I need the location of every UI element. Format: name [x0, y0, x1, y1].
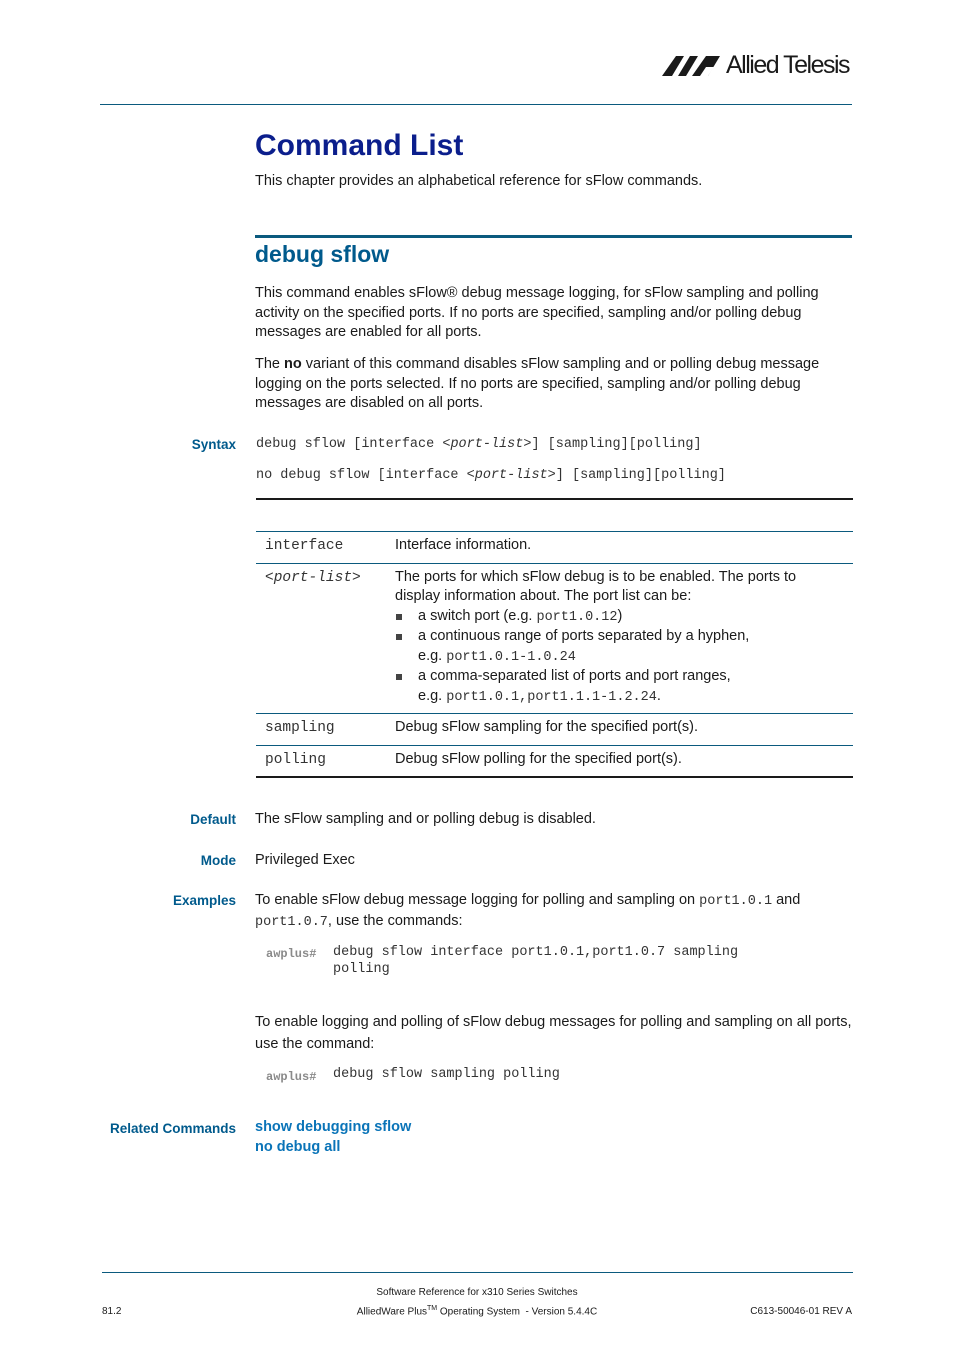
examples-intro-2: To enable logging and polling of sFlow debug messages for polling and sampling on all ports, use the command:	[255, 1014, 852, 1052]
param-term: <port-list>	[256, 563, 379, 714]
param-definition: Debug sFlow sampling for the specified port(s).	[379, 714, 853, 746]
syntax-label: Syntax	[191, 437, 236, 452]
list-item: a comma-separated list of ports and port ranges, e.g. port1.0.1,port1.1.1-1.2.24.	[395, 667, 845, 707]
param-term: interface	[256, 532, 379, 564]
syntax-rule	[256, 498, 853, 500]
example-command-1: debug sflow interface port1.0.1,port1.0.7 sampling polling	[333, 945, 739, 977]
default-label: Default	[190, 812, 236, 827]
table-row	[256, 714, 853, 746]
footer-title: Software Reference for x310 Series Switches	[376, 1287, 578, 1298]
footer-page-number: 81.2	[102, 1306, 122, 1317]
default-text: The sFlow sampling and or polling debug is disabled.	[255, 811, 596, 827]
footer-document-id: C613-50046-01 REV A	[750, 1306, 852, 1317]
footer-rule	[102, 1272, 853, 1273]
brand-logo	[662, 50, 854, 80]
port-list-formats	[395, 607, 845, 708]
header-rule	[100, 104, 852, 105]
syntax-line-1: debug sflow [interface <port-list>] [sampling][polling]	[256, 437, 702, 452]
param-definition: The ports for which sFlow debug is to be enabled. The ports to display information about. The port list can be: a switch port (e.g. port1.0.12) a continuous range of ports separated by a hyphen, e.g. port1.0.1-1.0.24 a comma-separated list of ports and port ranges, e.g. port1.0.1,port1.1.1-1.2.24.	[379, 563, 853, 714]
param-term: polling	[256, 745, 379, 777]
command-description: This command enables sFlow® debug message logging, for sFlow sampling and polling activity on the specified ports. If no ports are specified, sampling and/or polling debug messages are enabled for all ports.	[255, 285, 819, 340]
mode-text: Privileged Exec	[255, 852, 355, 868]
mode-label: Mode	[200, 853, 236, 868]
parameter-table	[256, 531, 853, 778]
examples-label: Examples	[172, 893, 236, 908]
allied-telesis-logo-icon	[662, 52, 726, 78]
command-title: debug sflow	[255, 241, 390, 267]
param-definition: Debug sFlow polling for the specified port(s).	[379, 745, 853, 777]
param-term: sampling	[256, 714, 379, 746]
table-row	[256, 532, 853, 564]
table-row	[256, 563, 853, 714]
chapter-title: Command List	[255, 129, 464, 162]
examples-intro: To enable sFlow debug message logging for polling and sampling on port1.0.1 and port1.0.7, use the commands:	[255, 892, 801, 930]
related-link-show-debugging-sflow[interactable]: show debugging sflow	[255, 1119, 412, 1135]
list-item: a switch port (e.g. port1.0.12)	[395, 607, 845, 628]
related-link-no-debug-all[interactable]: no debug all	[255, 1139, 341, 1155]
syntax-line-2: no debug sflow [interface <port-list>] [sampling][polling]	[256, 468, 726, 483]
related-commands-label: Related Commands	[109, 1121, 236, 1136]
command-no-variant: The no variant of this command disables sFlow sampling and or polling debug message logging on the ports selected. If no ports are specified, sampling and/or polling debug messages are disabled on all ports.	[255, 356, 820, 411]
command-prompt: awplus#	[266, 1070, 317, 1084]
list-item: a continuous range of ports separated by a hyphen, e.g. port1.0.1-1.0.24	[395, 627, 845, 667]
example-command-2: debug sflow sampling polling	[333, 1067, 560, 1082]
footer-version: AlliedWare Plus™ Operating System - Version 5.4.4C	[356, 1305, 598, 1318]
brand-logo-text: Allied Telesis	[726, 51, 850, 79]
chapter-intro: This chapter provides an alphabetical reference for sFlow commands.	[255, 173, 703, 189]
command-prompt: awplus#	[266, 947, 317, 961]
table-row	[256, 745, 853, 777]
param-definition: Interface information.	[379, 532, 853, 564]
